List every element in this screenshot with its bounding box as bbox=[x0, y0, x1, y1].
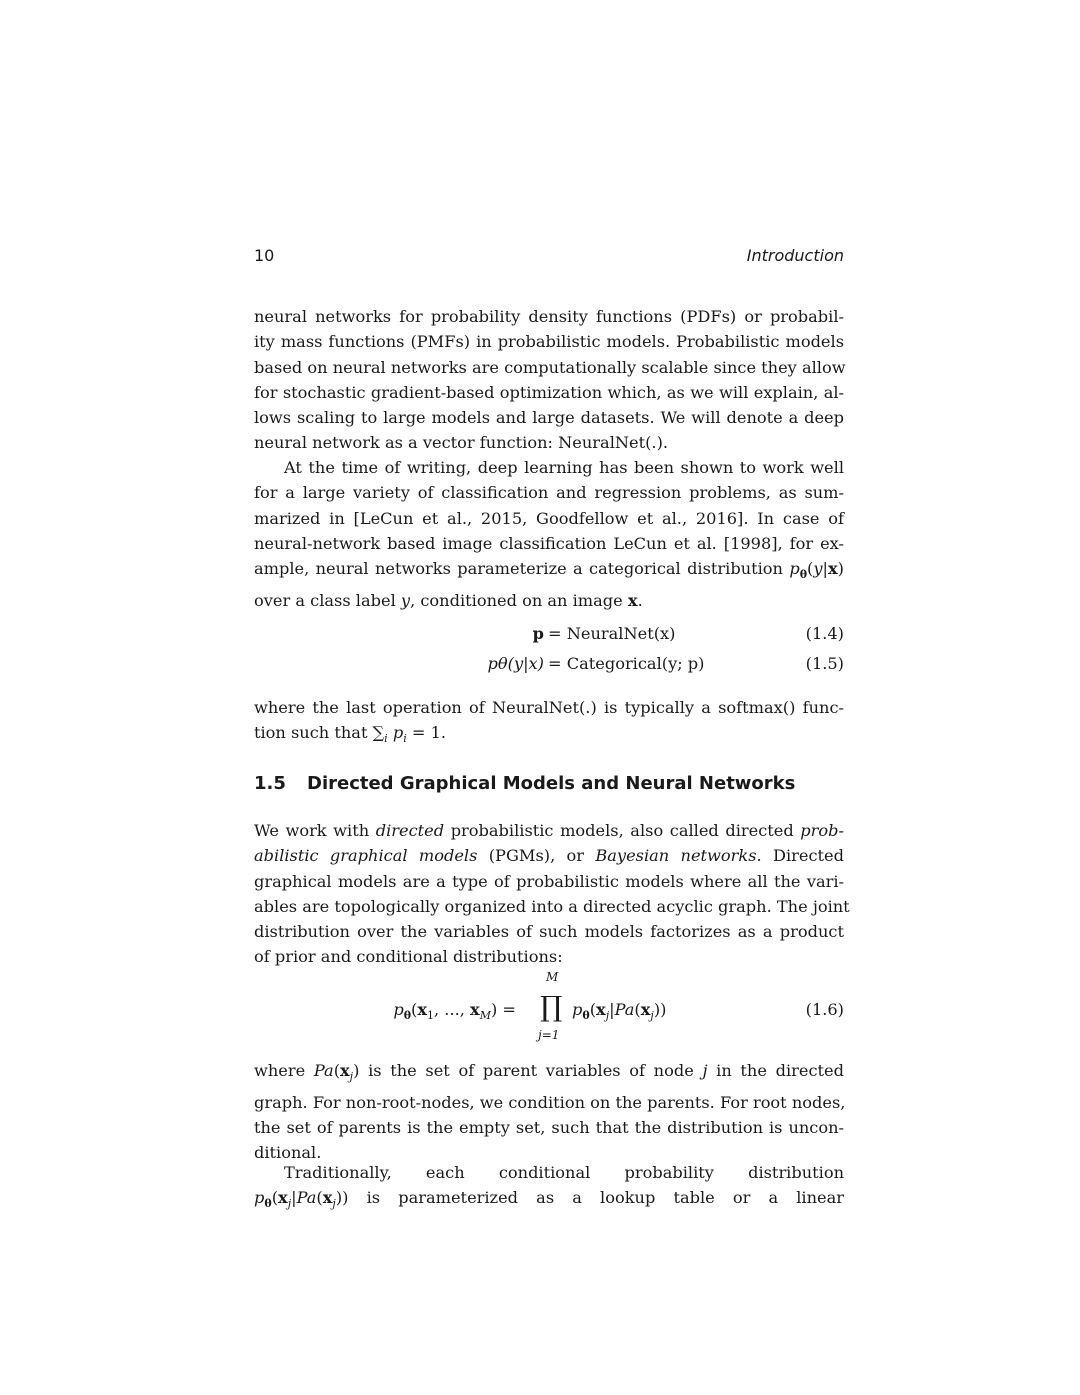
paragraph-neural-networks: neural networks for probability density functions (PDFs) or probabil- ity mass functions (PMFs) in probabilistic models. Probabilistic models based on neural networks are computationally scalable since they allow for stochastic gradient-based optimization which, as we will explain, al- lows scaling to large models and large datasets. We will denote a deep neural network as a vector function: NeuralNet(.). bbox=[254, 307, 846, 453]
running-title: Introduction bbox=[746, 246, 844, 265]
equation-number: (1.5) bbox=[805, 654, 844, 673]
paragraph-parent-variables: where $Pa(x_j)$ is the set of parent variables of node j in the directed graph. For non-root-nodes, we condition on the parents. For root nodes, the set of parents is the empty set, such that the distribution is uncon- ditional. bbox=[254, 1061, 846, 1163]
equation-number: (1.6) bbox=[805, 1000, 844, 1019]
paragraph-traditionally: Traditionally, each conditional probability distribution $p_\theta(x_j|Pa(x_j))$ is parameterized as a lookup table or a linear bbox=[254, 1163, 845, 1211]
equation-1-4: p = NeuralNet(x) (1.4) bbox=[532, 624, 844, 643]
equation-1-6: $p_\theta(x_1$, ..., $x_M$) = $p_\theta(x_j|Pa(x_j))$ (1.6) bbox=[393, 1000, 844, 1023]
section-heading: 1.5 Directed Graphical Models and Neural Networks bbox=[254, 773, 796, 794]
paragraph-deep-learning: At the time of writing, deep learning has been shown to work well for a large variety of classification and regression problems, as sum- marized in [LeCun et al., 2015, Goodfellow et al., 2016]. In case of neural-network based image classification LeCun et al. [1998], for ex- ample, neural networks parameterize a categorical distribution $p_\theta(y|x)$ over a class label y, conditioned on an image x. bbox=[254, 458, 844, 610]
equation-1-5: pθ(y|x) = Categorical(y; p) (1.5) bbox=[487, 654, 844, 673]
running-header bbox=[254, 246, 844, 272]
paragraph-softmax: where the last operation of NeuralNet(.) is typically a softmax() func- tion such that $\sum_i$ $p_i = 1$. bbox=[254, 698, 844, 746]
paragraph-directed-models: We work with directed probabilistic models, also called directed prob- abilistic graphical models (PGMs), or Bayesian networks. Directed graphical models are a type of probabilistic models where all the vari- ables are topologically organized into a directed acyclic graph. The joint distribution over the variables of such models factorizes as a product of prior and conditional distributions: bbox=[254, 821, 850, 967]
page-number: 10 bbox=[254, 246, 275, 265]
equation-number: (1.4) bbox=[805, 624, 844, 643]
product-operator: M ∏ j=1 bbox=[538, 970, 563, 1042]
